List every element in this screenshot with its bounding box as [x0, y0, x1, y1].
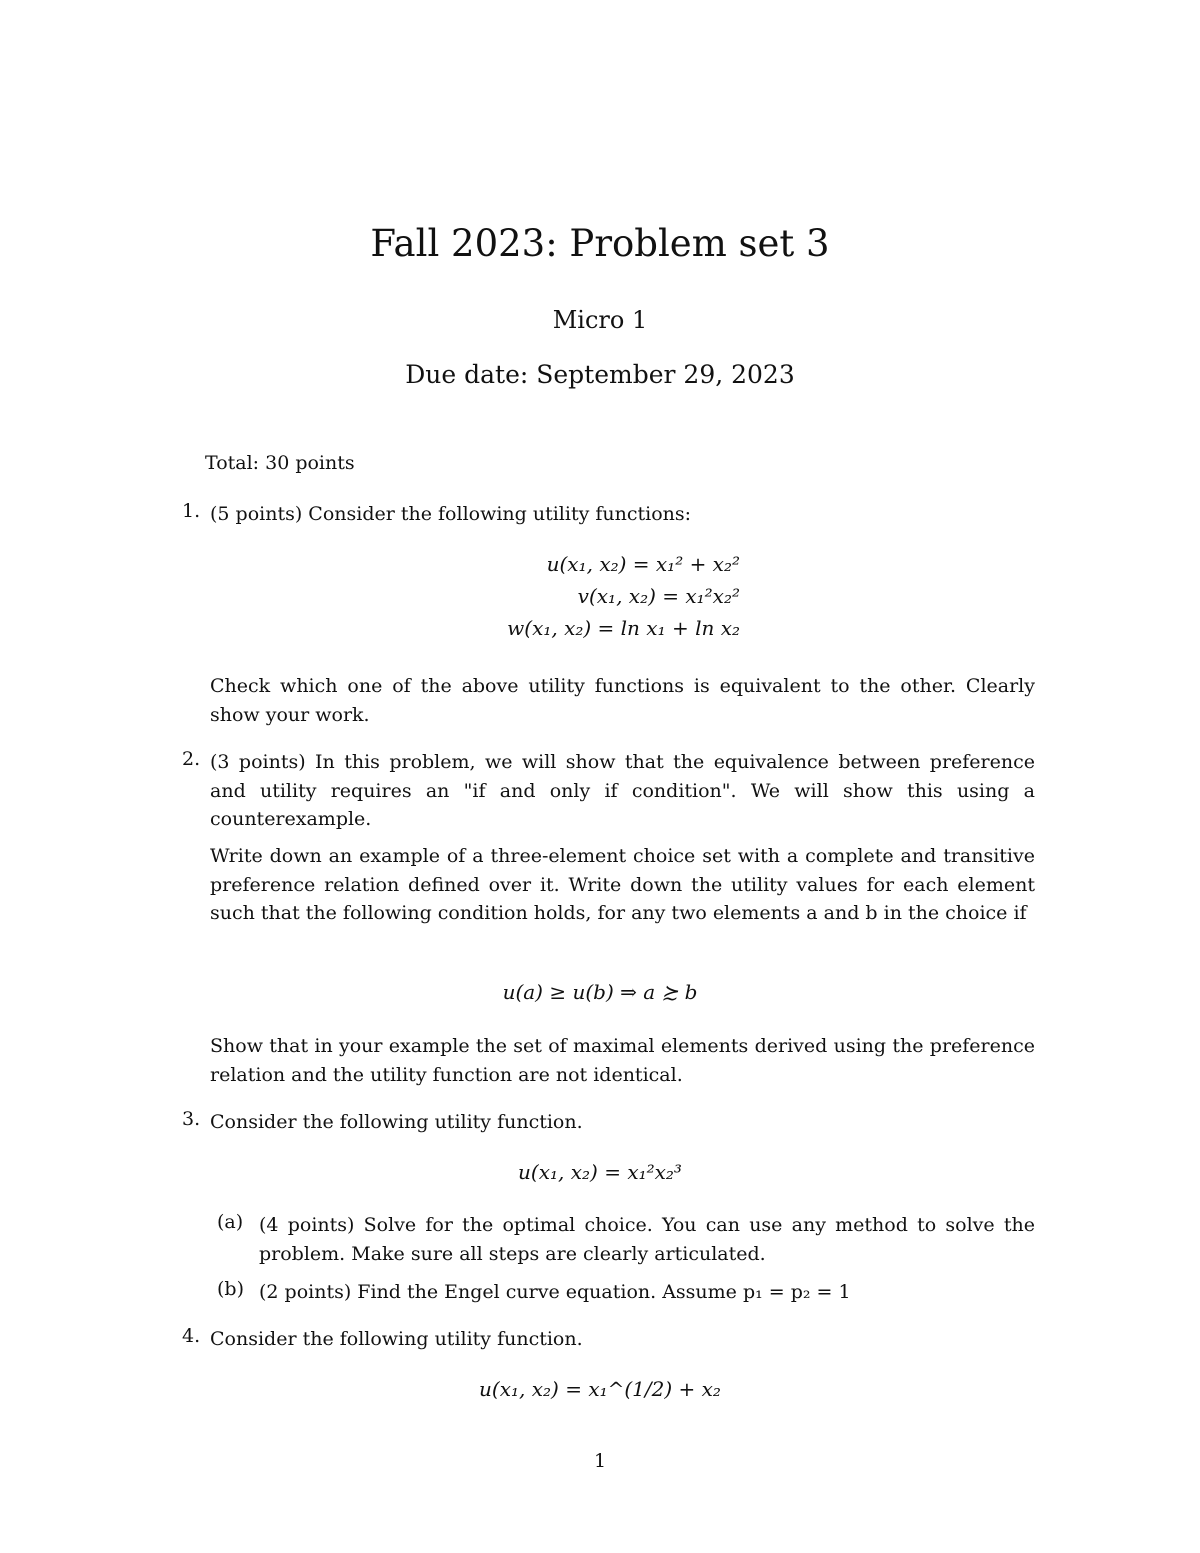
problem-4-number: 4.	[182, 1325, 201, 1347]
problem-1-intro: (5 points) Consider the following utility functions:	[210, 503, 692, 525]
problem-2-equation: u(a) ≥ u(b) ⇒ a ≿ b	[502, 980, 698, 1004]
problem-4-intro: Consider the following utility function.	[210, 1328, 583, 1350]
problem-3-number: 3.	[182, 1108, 201, 1130]
problem-3-intro: Consider the following utility function.	[210, 1111, 583, 1133]
problem-3a-text: (4 points) Solve for the optimal choice. You can use any method to solve the problem. Make sure all steps are clearly articulated.	[259, 1214, 1035, 1265]
equation-w: w(x₁, x₂) = ln x₁ + ln x₂	[507, 616, 740, 640]
equation-v: v(x₁, x₂) = x₁²x₂²	[577, 584, 740, 608]
problem-2-intro: (3 points) In this problem, we will show that the equivalence between preference and utility requires an "if and only if condition". We will show this using a counterexample.	[210, 751, 1035, 830]
problem-3b-label: (b)	[217, 1278, 244, 1300]
problem-2-paragraph: Write down an example of a three-element choice set with a complete and transitive preference relation defined over it. Write down the utility values for each element such that the following condition holds, for any two elements a and b in the choice if	[210, 845, 1035, 924]
total-points: Total: 30 points	[205, 452, 355, 474]
problem-3a-label: (a)	[217, 1211, 244, 1233]
equation-u: u(x₁, x₂) = x₁² + x₂²	[546, 552, 740, 576]
problem-1-text: Check which one of the above utility functions is equivalent to the other. Clearly show your work.	[210, 675, 1035, 726]
problem-2-text: Show that in your example the set of maximal elements derived using the preference relation and the utility function are not identical.	[210, 1035, 1035, 1086]
problem-1-number: 1.	[182, 500, 201, 522]
problem-3b-text: (2 points) Find the Engel curve equation. Assume p₁ = p₂ = 1	[259, 1281, 851, 1303]
problem-1-equations	[400, 552, 740, 648]
page-number: 1	[593, 1450, 607, 1472]
course-name: Micro 1	[552, 306, 648, 334]
problem-3-equation: u(x₁, x₂) = x₁²x₂³	[518, 1160, 682, 1184]
due-date: Due date: September 29, 2023	[405, 360, 795, 389]
problem-2-number: 2.	[182, 748, 201, 770]
document-title: Fall 2023: Problem set 3	[370, 222, 830, 265]
problem-4-equation: u(x₁, x₂) = x₁^(1/2) + x₂	[479, 1377, 721, 1401]
